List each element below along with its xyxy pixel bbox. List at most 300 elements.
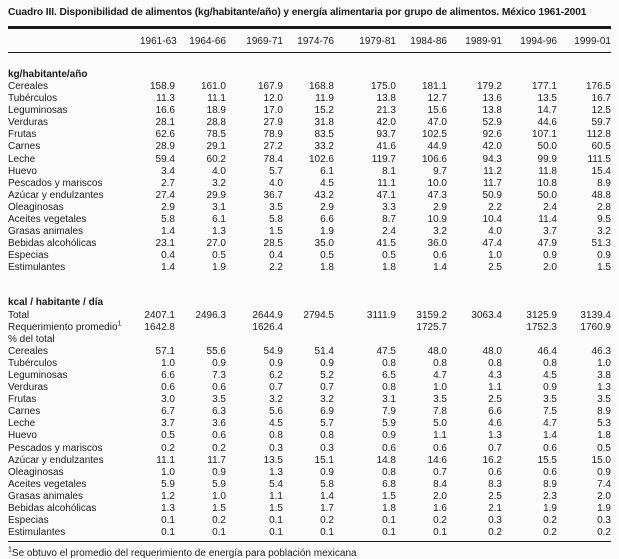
cell-value: 0.7 [488,442,502,454]
cell-value: 11.1 [377,177,396,189]
cell-value: 4.3 [488,369,502,381]
column-header: 1994-96 [502,29,557,53]
cell-value [175,322,226,334]
cell-value: 1.1 [433,430,447,442]
cell-value [175,334,226,346]
cell-value [447,322,502,334]
cell-value: 4.7 [433,369,447,381]
cell-value: 8.7 [382,214,396,226]
cell-value: 0.7 [433,466,447,478]
cell-value: 1.5 [269,226,283,238]
cell-value: 11.1 [207,93,226,105]
cell-value: 0.6 [161,382,175,394]
cell-value: 0.5 [161,430,175,442]
cell-value: 1.5 [212,503,226,514]
cell-value: 21.3 [376,105,396,117]
cell-value: 11.4 [538,214,557,226]
cell-value: 50.9 [482,189,502,201]
row-label: Verduras [8,382,49,394]
cell-value: 50.0 [537,189,557,201]
cell-value: 177.1 [531,81,557,92]
cell-value: 2644.9 [252,309,283,321]
cell-value: 2.0 [433,490,447,502]
cell-value: 3.2 [597,226,611,238]
cell-value: 10.9 [427,214,447,226]
cell-value: 0.9 [320,466,334,478]
cell-value: 1.3 [269,466,283,478]
cell-value: 0.9 [212,357,226,369]
cell-value: 8.9 [597,177,611,189]
cell-value: 0.6 [488,466,502,478]
cell-value: 99.9 [537,153,557,165]
cell-value: 2.5 [488,262,502,274]
cell-value: 13.6 [482,93,502,105]
cell-value: 11.3 [156,93,175,105]
cell-value: 27.2 [263,141,283,153]
cell-value: 0.2 [488,527,502,539]
cell-value: 0.5 [382,250,396,262]
table-row [8,382,611,394]
cell-value: 1.0 [433,382,447,394]
cell-value: 15.2 [314,105,334,117]
cell-value: 3.3 [382,201,396,213]
cell-value: 4.5 [269,418,283,430]
table-row [8,154,611,166]
cell-value: 1.9 [212,262,226,274]
cell-value: 0.6 [212,382,226,394]
cell-value: 1.5 [382,490,396,502]
cell-value: 78.5 [206,129,226,141]
table-row [8,406,611,418]
cell-value: 8.9 [543,478,557,490]
table-row [8,238,611,250]
cell-value: 93.7 [376,129,396,141]
cell-value: 7.8 [433,406,447,418]
cell-value: 2.0 [597,490,611,502]
table-row [8,141,611,153]
cell-value: 59.7 [591,117,611,129]
cell-value: 1.8 [382,262,396,274]
cell-value: 5.9 [382,418,396,430]
cell-value: 3.1 [382,394,396,406]
cell-value: 17.0 [263,105,283,117]
cell-value: 47.9 [537,238,557,250]
table-row [8,418,611,430]
cell-value: 0.3 [488,515,502,527]
cell-value: 16.2 [482,454,502,466]
cell-value: 36.7 [263,189,283,201]
cell-value: 11.7 [207,454,226,466]
cell-value: 1.5 [269,503,283,514]
cell-value: 44.6 [537,117,557,129]
section-spacer [8,275,611,290]
cell-value: 59.4 [155,153,175,165]
cell-value: 5.8 [320,478,334,490]
cell-value: 1.5 [597,262,611,274]
cell-value: 35.0 [314,238,334,250]
cell-value: 44.9 [427,141,447,153]
cell-value: 18.9 [206,105,226,117]
cell-value: 31.8 [314,117,334,129]
cell-value: 10.0 [427,177,447,189]
table-row [8,93,611,105]
cell-value: 0.4 [269,250,283,262]
cell-value: 13.5 [537,93,557,105]
cell-value: 12.5 [591,105,611,117]
cell-value: 0.1 [161,527,175,539]
cell-value: 2.2 [269,262,283,274]
cell-value: 2.7 [161,177,175,189]
cell-value [557,334,611,346]
cell-value: 9.7 [433,165,447,177]
cell-value: 5.7 [269,165,283,177]
cell-value: 4.0 [212,165,226,177]
cell-value: 8.9 [597,406,611,418]
cell-value: 15.4 [591,165,611,177]
cell-value: 3.8 [597,369,611,381]
cell-value: 43.2 [314,189,334,201]
cell-value: 3.2 [433,226,447,238]
cell-value: 29.9 [206,189,226,201]
cell-value: 6.6 [161,369,175,381]
cell-value: 62.6 [155,129,175,141]
cell-value: 0.9 [382,430,396,442]
cell-value: 11.9 [315,93,334,105]
cell-value: 3.7 [161,418,175,430]
cell-value: 5.4 [269,478,283,490]
cell-value: 27.9 [263,117,283,129]
row-label: Carnes [8,406,41,418]
cell-value: 0.2 [543,527,557,539]
table-row [8,129,611,141]
row-label: Cereales [8,81,49,92]
row-label: Leguminosas [8,369,68,381]
row-label: Aceites vegetales [8,478,87,490]
row-label: Tubérculos [8,357,58,369]
cell-value: 10.8 [537,177,557,189]
cell-value: 48.8 [591,189,611,201]
table-row [8,322,611,334]
cell-value: 16.6 [155,105,175,117]
cell-value: 0.7 [320,382,334,394]
cell-value: 0.1 [212,527,226,539]
cell-value: 27.0 [206,238,226,250]
cell-value: 47.1 [376,189,396,201]
cell-value: 5.3 [597,418,611,430]
cell-value: 28.1 [155,117,175,129]
cell-value: 0.8 [543,357,557,369]
cell-value: 6.6 [488,406,502,418]
cell-value: 3.2 [320,394,334,406]
cell-value: 0.2 [161,442,175,454]
table-row [8,226,611,238]
row-label: Grasas animales [8,490,84,502]
cell-value: 1626.4 [252,321,283,333]
cell-value: 0.9 [320,357,334,369]
row-label: Frutas [8,394,37,406]
cell-value: 1.7 [320,503,334,514]
cell-value: 2.4 [543,201,557,213]
column-header: 1989-91 [447,29,502,53]
cell-value: 28.9 [155,141,175,153]
table-row [8,81,611,93]
cell-value [226,334,283,346]
cell-value: 4.0 [269,177,283,189]
cell-value: 0.6 [433,250,447,262]
cell-value: 0.5 [597,442,611,454]
cell-value: 111.5 [587,153,611,165]
section-header: kcal / habitante / día [8,297,104,309]
row-label: Total [8,309,30,321]
cell-value: 47.4 [482,238,502,250]
cell-value: 1.0 [212,490,226,502]
cell-value: 112.8 [586,129,611,141]
cell-value: 1.4 [161,262,175,274]
cell-value: 4.6 [488,418,502,430]
row-label: Leche [8,418,36,430]
cell-value: 0.8 [382,382,396,394]
cell-value: 1642.8 [144,321,175,333]
cell-value: 92.6 [482,129,502,141]
cell-value: 10.4 [482,214,502,226]
cell-value: 2.9 [161,201,175,213]
table-row [8,202,611,214]
cell-value: 4.5 [320,177,334,189]
cell-value: 5.2 [320,369,334,381]
cell-value: 0.1 [433,527,447,539]
cell-value: 0.9 [597,250,611,262]
cell-value: 0.9 [597,466,611,478]
cell-value: 54.9 [263,345,283,357]
cell-value: 3.5 [269,201,283,213]
cell-value: 11.7 [483,177,502,189]
cell-value: 46.4 [537,345,557,357]
cell-value: 0.6 [382,442,396,454]
cell-value: 13.8 [376,93,396,105]
row-label: Bebidas alcohólicas [8,503,97,514]
cell-value: 0.8 [382,466,396,478]
cell-value: 5.9 [161,478,175,490]
cell-value: 0.1 [382,515,396,527]
cell-value: 5.8 [269,214,283,226]
cell-value: 1.0 [161,357,175,369]
table-row [8,346,611,358]
row-label: Requerimiento promedio$^1$ [8,320,122,333]
cell-value: 5.6 [269,406,283,418]
table-row [8,503,611,515]
cell-value: 3.5 [433,394,447,406]
cell-value: 46.3 [591,345,611,357]
column-header: 1974-76 [283,29,334,53]
row-label: Verduras [8,117,49,129]
cell-value: 33.2 [314,141,334,153]
cell-value: 3.5 [597,394,611,406]
footnote-marker: 1 [8,546,12,554]
cell-value: 6.8 [382,478,396,490]
cell-value: 15.1 [314,454,334,466]
cell-value: 1.4 [320,490,334,502]
table-row [8,262,611,274]
cell-value [502,334,557,346]
cell-value: 175.0 [370,81,396,92]
cell-value: 106.6 [421,153,447,165]
table-row [8,515,611,527]
column-header: 1969-71 [226,29,283,53]
cell-value: 1.1 [488,382,502,394]
cell-value: 50.0 [537,141,557,153]
cell-value: 0.2 [212,442,226,454]
row-label: Aceites vegetales [8,214,87,226]
cell-value: 94.3 [482,153,502,165]
table-footnote [8,541,611,559]
cell-value: 3159.2 [416,309,447,321]
cell-value: 181.1 [421,81,447,92]
row-label: Huevo [8,165,37,177]
cell-value: 0.2 [212,515,226,527]
cell-value: 1.8 [597,430,611,442]
cell-value: 2496.3 [195,309,226,321]
cell-value: 48.0 [427,345,447,357]
cell-value: 2.9 [320,201,334,213]
row-label: Tubérculos [8,93,58,105]
cell-value: 51.4 [314,345,334,357]
cell-value: 3.5 [212,394,226,406]
cell-value: 5.7 [320,418,334,430]
cell-value: 11.2 [483,165,502,177]
cell-value: 0.8 [382,357,396,369]
cell-value: 3111.9 [366,309,396,321]
row-label: Pescados y mariscos [8,177,103,189]
cell-value: 36.0 [427,238,447,250]
cell-value: 3.7 [543,226,557,238]
cell-value: 0.8 [433,357,447,369]
cell-value: 15.5 [537,454,557,466]
table-row [8,190,611,202]
cell-value: 78.9 [263,129,283,141]
table-row [8,117,611,129]
table-row [8,370,611,382]
cell-value: 0.3 [320,442,334,454]
cell-value [334,322,396,334]
column-header: 1984-86 [396,29,447,53]
cell-value: 51.3 [591,238,611,250]
table-row [8,310,611,322]
table-title: Cuadro III. Disponibilidad de alimentos (kg/habitante/año) y energía alimentaria por grupo de alimentos. México 1961-2001 [8,7,587,18]
row-label: Especias [8,250,49,262]
cell-value: 102.6 [308,153,334,165]
cell-value: 29.1 [206,141,226,153]
column-header: 1979-81 [334,29,396,53]
cell-value: 1.0 [597,357,611,369]
cell-value: 0.5 [212,250,226,262]
table-row [8,105,611,117]
footnote-text: Se obtuvo el promedio del requerimiento de energía para población mexicana [11,548,357,559]
cell-value: 55.6 [206,345,226,357]
cell-value: 28.8 [206,117,226,129]
cell-value: 47.3 [427,189,447,201]
cell-value: 1.9 [597,503,611,514]
cell-value: 0.6 [543,466,557,478]
cell-value: 47.0 [427,117,447,129]
column-header: 1999-01 [557,29,611,53]
table-row [8,491,611,503]
table-row [8,250,611,262]
row-label: Especias [8,515,49,527]
cell-value: 0.6 [433,442,447,454]
cell-value: 167.9 [257,81,283,92]
cell-value: 6.6 [320,214,334,226]
cell-value: 3139.4 [580,309,611,321]
table-row [8,455,611,467]
cell-value: 102.5 [421,129,447,141]
cell-value: 7.3 [212,369,226,381]
cell-value: 161.0 [200,81,226,92]
cell-value: 14.7 [537,105,557,117]
row-label: Estimulantes [8,527,66,539]
cell-value: 1.4 [161,226,175,238]
cell-value: 2.0 [543,262,557,274]
cell-value: 0.1 [320,527,334,539]
cell-value: 27.4 [155,189,175,201]
cell-value: 16.7 [591,93,611,105]
cell-value: 1.8 [320,262,334,274]
cell-value: 6.1 [212,214,226,226]
cell-value: 8.3 [488,478,502,490]
cell-value: 6.7 [161,406,175,418]
cell-value: 0.9 [543,250,557,262]
cell-value: 1.0 [161,466,175,478]
column-header-row [8,29,611,53]
footnote-reference: 1 [117,320,122,328]
cell-value: 1.9 [543,503,557,514]
cell-value: 42.0 [376,117,396,129]
cell-value: 4.0 [488,226,502,238]
row-label: Azúcar y endulzantes [8,189,104,201]
cell-value: 0.7 [269,382,283,394]
row-label: Estimulantes [8,262,66,274]
cell-value: 3125.9 [526,309,557,321]
cell-value: 1.1 [269,490,283,502]
cell-value [283,334,334,346]
cell-value: 47.5 [376,345,396,357]
cell-value: 0.9 [212,466,226,478]
cell-value: 11.8 [538,165,557,177]
cell-value: 5.9 [212,478,226,490]
table-row [8,479,611,491]
cell-value: 6.5 [382,369,396,381]
cell-value: 2.2 [488,201,502,213]
column-header: 1961-63 [140,29,175,53]
cell-value: 8.4 [433,478,447,490]
cell-value: 11.1 [156,454,175,466]
cell-value: 6.3 [212,406,226,418]
row-label: Leche [8,153,36,165]
cell-value: 6.1 [320,165,334,177]
cell-value: 2.3 [543,490,557,502]
table-row [8,358,611,370]
section-header-row [8,53,611,82]
cell-value: 0.8 [488,357,502,369]
cell-value: 2.5 [488,490,502,502]
cell-value: 0.2 [543,515,557,527]
cell-value: 0.9 [543,382,557,394]
cell-value: 23.1 [155,238,175,250]
column-header-empty [8,29,140,53]
cell-value: 3.4 [161,165,175,177]
row-label: Bebidas alcohólicas [8,238,97,250]
cell-value: 41.5 [376,238,396,250]
cell-value: 60.5 [591,141,611,153]
